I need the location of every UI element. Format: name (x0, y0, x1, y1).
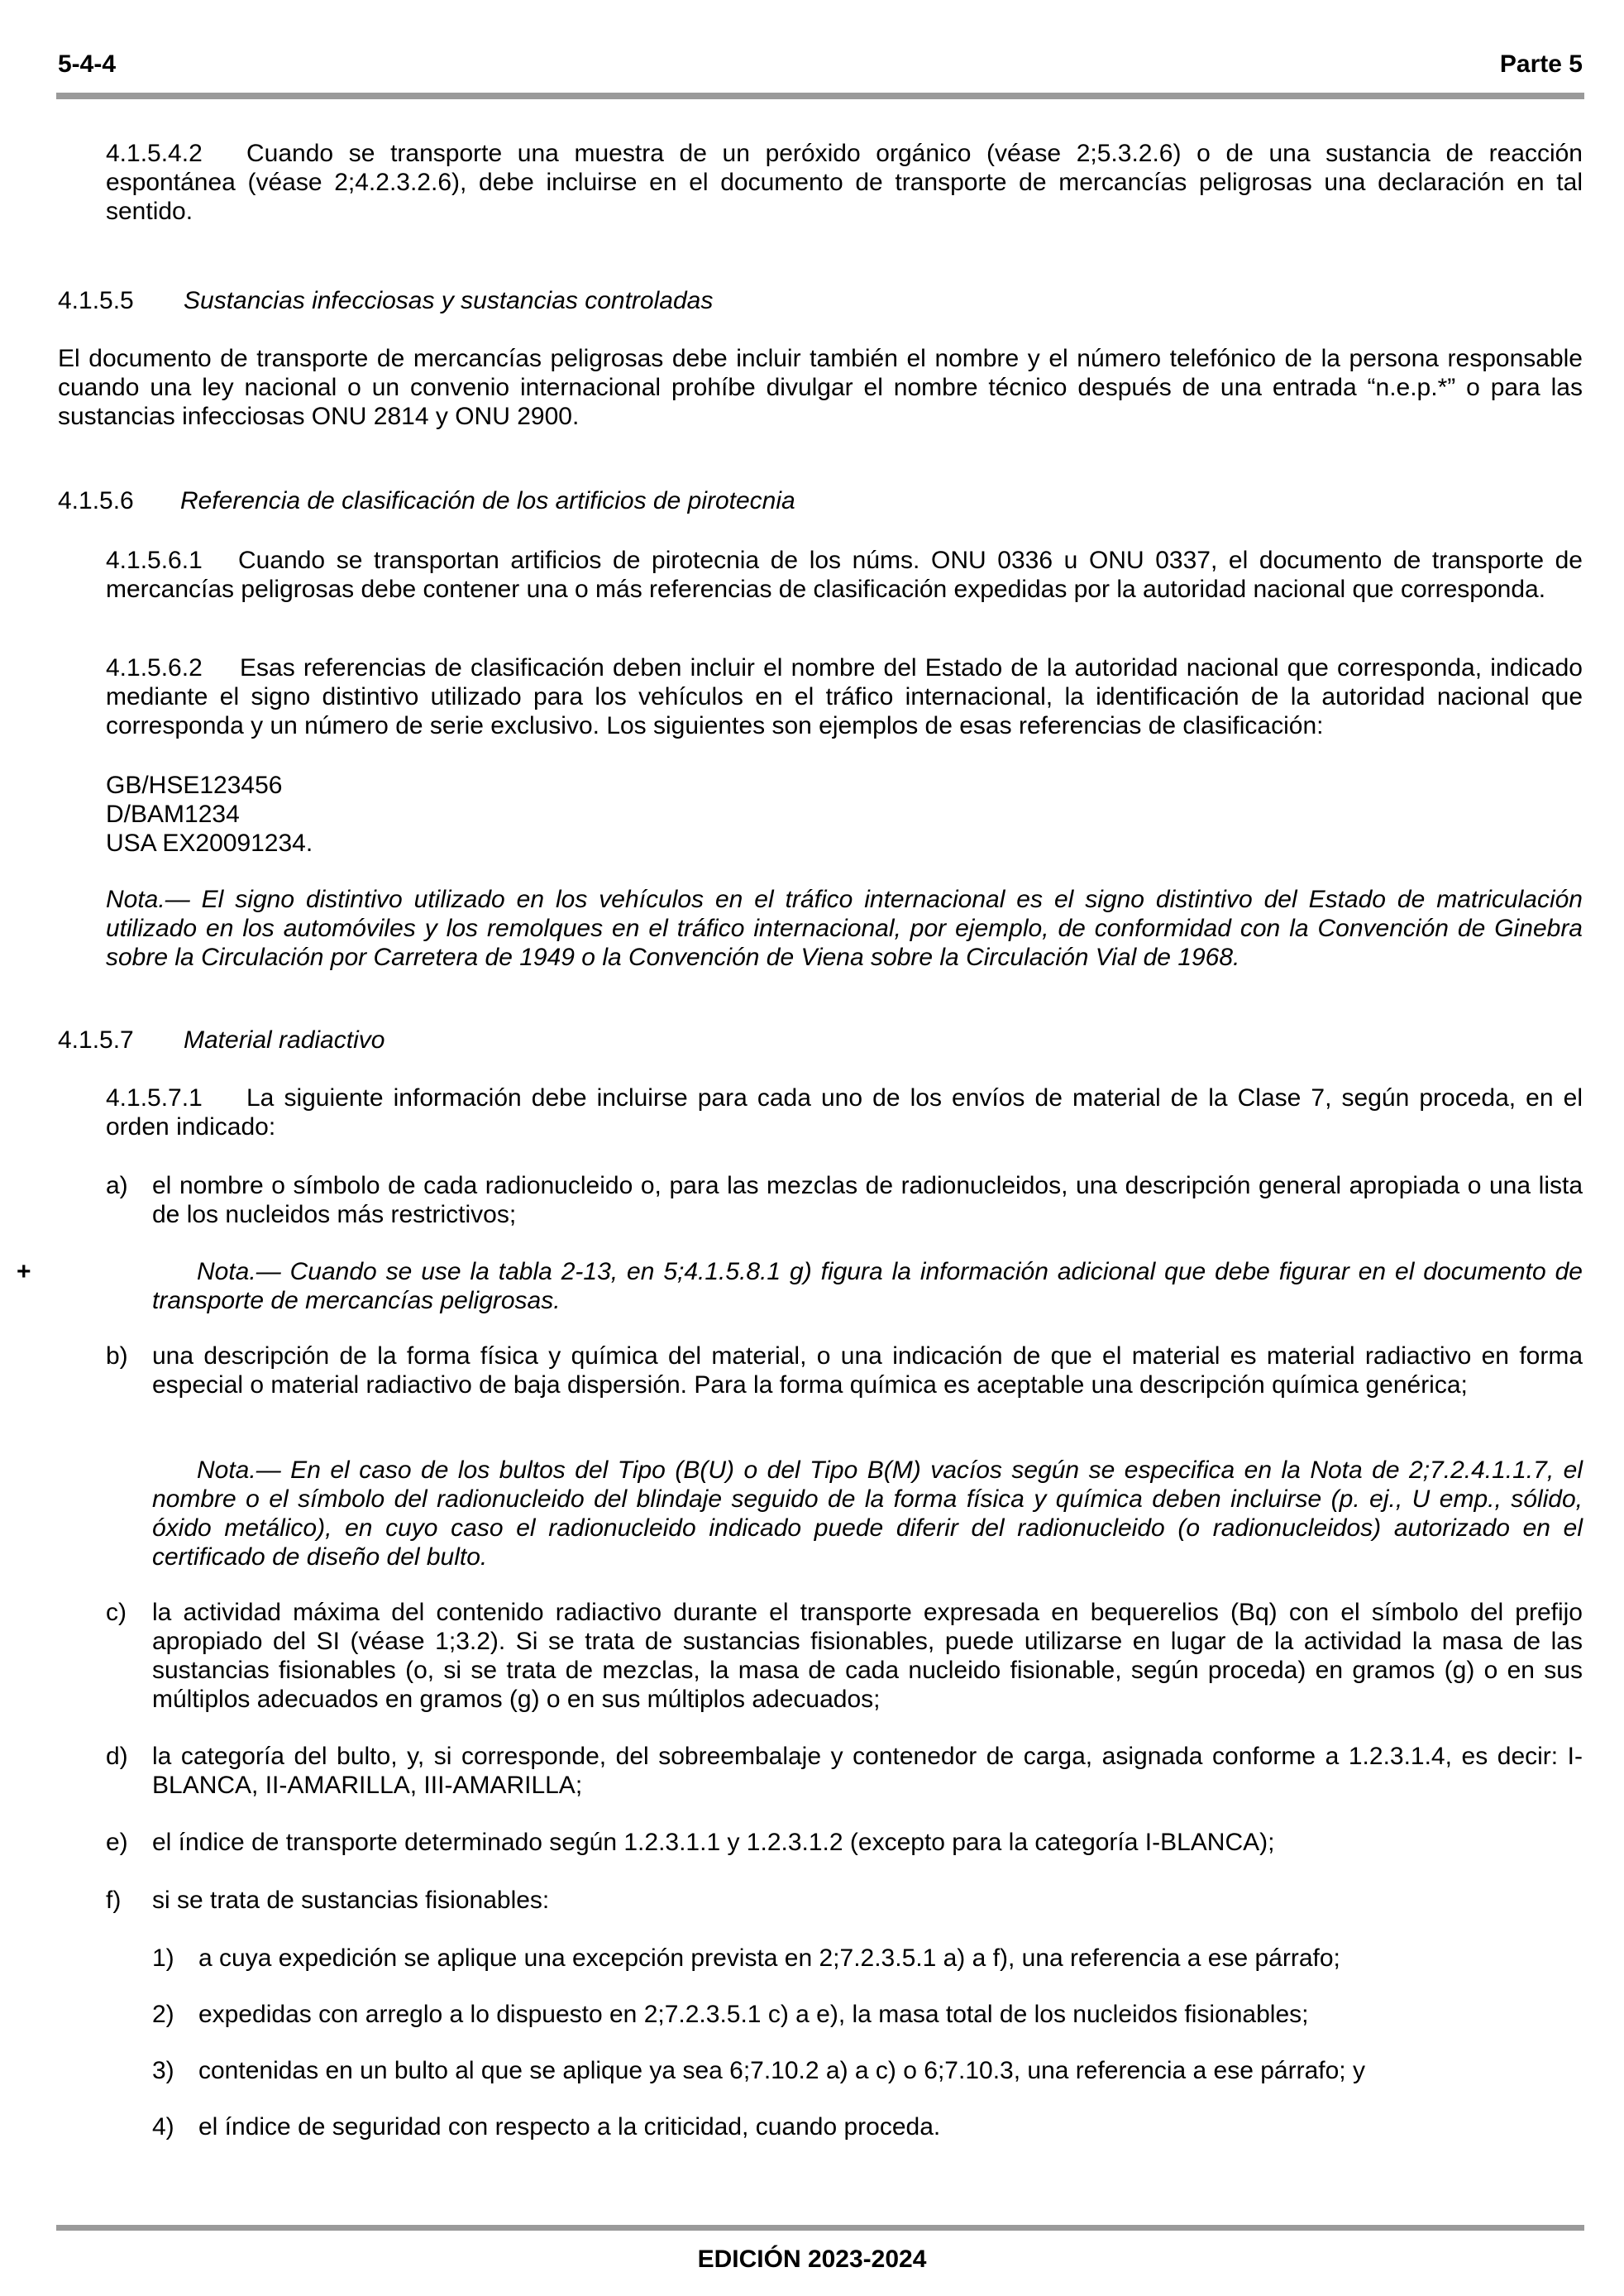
list-text: la actividad máxima del contenido radiactivo durante el transporte expresada en bequerelios (Bq) con el símbolo del prefijo apropiado del SI (véase 1;3.2). Si se trata de sustancias fisionables, puede utilizarse en lugar de la actividad la masa de las sustancias fisionables (o, si se trata de mezclas, la masa de cada nucleido fisionable, según proceda) en gramos (g) o en sus múltiplos adecuados en gramos (g) o en sus múltiplos adecuados; (152, 1599, 1583, 1713)
sub-label: 3) (152, 2057, 174, 2084)
sub-label: 4) (152, 2113, 174, 2141)
paragraph-text: La siguiente información debe incluirse para cada uno de los envíos de material de la Clase 7, según proceda, en el orden indicado: (106, 1084, 1583, 1141)
paragraph-4-1-5-5 (58, 344, 1583, 431)
section-heading-4-1-5-7 (58, 1026, 1583, 1055)
sub-label: 2) (152, 2001, 174, 2028)
revision-mark: + (17, 1258, 31, 1285)
example-reference: USA EX20091234. (106, 830, 313, 857)
example-reference: GB/HSE123456 (106, 772, 283, 799)
paragraph-text: Esas referencias de clasificación deben incluir el nombre del Estado de la autoridad nacional que corresponda, indicado mediante el signo distintivo utilizado para los vehículos en el tráfico internacional, la identificación de la autoridad nacional que corresponda y un número de serie exclusivo. Los siguientes son ejemplos de esas referencias de clasificación: (106, 654, 1583, 739)
note-item-b (152, 1456, 1583, 1571)
example-reference: D/BAM1234 (106, 801, 240, 828)
sub-text: expedidas con arreglo a lo dispuesto en 2;7.2.3.5.1 c) a e), la masa total de los nucleidos fisionables; (198, 2001, 1309, 2028)
note-item-a (152, 1257, 1583, 1315)
paragraph-4-1-5-4-2 (58, 139, 1583, 226)
sub-text: contenidas en un bulto al que se aplique ya sea 6;7.10.2 a) a c) o 6;7.10.3, una referencia a ese párrafo; y (198, 2057, 1365, 2084)
list-item-d (106, 1742, 1583, 1800)
list-text: una descripción de la forma física y química del material, o una indicación de que el material es material radiactivo en forma especial o material radiactivo de baja dispersión. Para la forma química es aceptable una descripción química genérica; (152, 1342, 1583, 1399)
list-item-e (106, 1828, 1583, 1857)
paragraph-text: Cuando se transporte una muestra de un peróxido orgánico (véase 2;5.3.2.6) o de una sustancia de reacción espontánea (véase 2;4.2.3.2.6), debe incluirse en el documento de transporte de mercancías peligrosas una declaración en tal sentido. (106, 140, 1583, 225)
list-item-c (106, 1598, 1583, 1714)
list-label: a) (106, 1172, 128, 1199)
section-title: Material radiactivo (184, 1026, 385, 1054)
list-label: b) (106, 1342, 128, 1370)
paragraph-number: 4.1.5.7.1 (106, 1084, 203, 1112)
footer-rule (56, 2225, 1584, 2231)
note-text: Nota.— El signo distintivo utilizado en los vehículos en el tráfico internacional es el signo distintivo del Estado de matriculación utilizado en los automóviles y los remolques en el tráfico internacional, por ejemplo, de conformidad con la Convención de Ginebra sobre la Circulación por Carretera de 1949 o la Convención de Viena sobre la Circulación Vial de 1968. (106, 886, 1583, 971)
note-text: Nota.— Cuando se use la tabla 2-13, en 5;4.1.5.8.1 g) figura la información adicional que debe figurar en el documento de transporte de mercancías peligrosas. (152, 1258, 1583, 1314)
header-rule (56, 93, 1584, 99)
paragraph-4-1-5-7-1 (58, 1083, 1583, 1141)
edition-footer: EDICIÓN 2023-2024 (697, 2246, 927, 2273)
sub-item-3 (152, 2056, 1583, 2085)
list-label: f) (106, 1887, 122, 1914)
list-item-b (106, 1342, 1583, 1399)
sub-item-1 (152, 1944, 1583, 1973)
paragraph-number: 4.1.5.4.2 (106, 140, 203, 167)
paragraph-4-1-5-6-2 (58, 653, 1583, 740)
paragraph-text: Cuando se transportan artificios de pirotecnia de los núms. ONU 0336 u ONU 0337, el documento de transporte de mercancías peligrosas debe contener una o más referencias de clasificación expedidas por la autoridad nacional que corresponda. (106, 547, 1583, 603)
section-heading-4-1-5-5 (58, 286, 1583, 315)
part-label: Parte 5 (1499, 50, 1583, 78)
list-label: e) (106, 1829, 128, 1856)
page-header (58, 50, 1583, 83)
page-number: 5-4-4 (58, 50, 117, 78)
list-label: c) (106, 1599, 127, 1626)
note-text: Nota.— En el caso de los bultos del Tipo (B(U) o del Tipo B(M) vacíos según se especifica en la Nota de 2;7.2.4.1.1.7, el nombre o el símbolo del radionucleido del blindaje seguido de la forma física y química deben incluirse (p. ej., U emp., sólido, óxido metálico), en cuyo caso el radionucleido indicado puede diferir del radionucleido (o radionucleidos) autorizado en el certificado de diseño del bulto. (152, 1457, 1583, 1571)
note-4-1-5-6 (58, 885, 1583, 972)
sub-item-4 (152, 2112, 1583, 2141)
list-item-a (106, 1171, 1583, 1229)
section-number: 4.1.5.5 (58, 287, 134, 314)
list-text: el nombre o símbolo de cada radionucleido o, para las mezclas de radionucleidos, una descripción general apropiada o una lista de los nucleidos más restrictivos; (152, 1172, 1583, 1228)
sub-text: el índice de seguridad con respecto a la criticidad, cuando proceda. (198, 2113, 941, 2141)
sub-label: 1) (152, 1944, 174, 1972)
paragraph-text: El documento de transporte de mercancías peligrosas debe incluir también el nombre y el número telefónico de la persona responsable cuando una ley nacional o un convenio internacional prohíbe divulgar el nombre técnico después de una entrada “n.e.p.*” o para las sustancias infecciosas ONU 2814 y ONU 2900. (58, 345, 1583, 430)
section-number: 4.1.5.6 (58, 487, 134, 514)
list-label: d) (106, 1743, 128, 1770)
sub-text: a cuya expedición se aplique una excepción prevista en 2;7.2.3.5.1 a) a f), una referencia a ese párrafo; (198, 1944, 1340, 1972)
list-text: la categoría del bulto, y, si corresponde, del sobreembalaje y contenedor de carga, asignada conforme a 1.2.3.1.4, es decir: I-BLANCA, II-AMARILLA, III-AMARILLA; (152, 1743, 1583, 1799)
section-heading-4-1-5-6 (58, 486, 1583, 515)
paragraph-number: 4.1.5.6.2 (106, 654, 203, 682)
paragraph-number: 4.1.5.6.1 (106, 547, 203, 574)
section-title: Referencia de clasificación de los artificios de pirotecnia (180, 487, 795, 514)
paragraph-4-1-5-6-1 (58, 546, 1583, 604)
sub-item-2 (152, 2000, 1583, 2029)
section-number: 4.1.5.7 (58, 1026, 134, 1054)
section-title: Sustancias infecciosas y sustancias controladas (184, 287, 714, 314)
list-item-f (106, 1886, 1583, 1915)
list-text: si se trata de sustancias fisionables: (152, 1887, 550, 1914)
list-text: el índice de transporte determinado según 1.2.3.1.1 y 1.2.3.1.2 (excepto para la categoría I-BLANCA); (152, 1829, 1275, 1856)
